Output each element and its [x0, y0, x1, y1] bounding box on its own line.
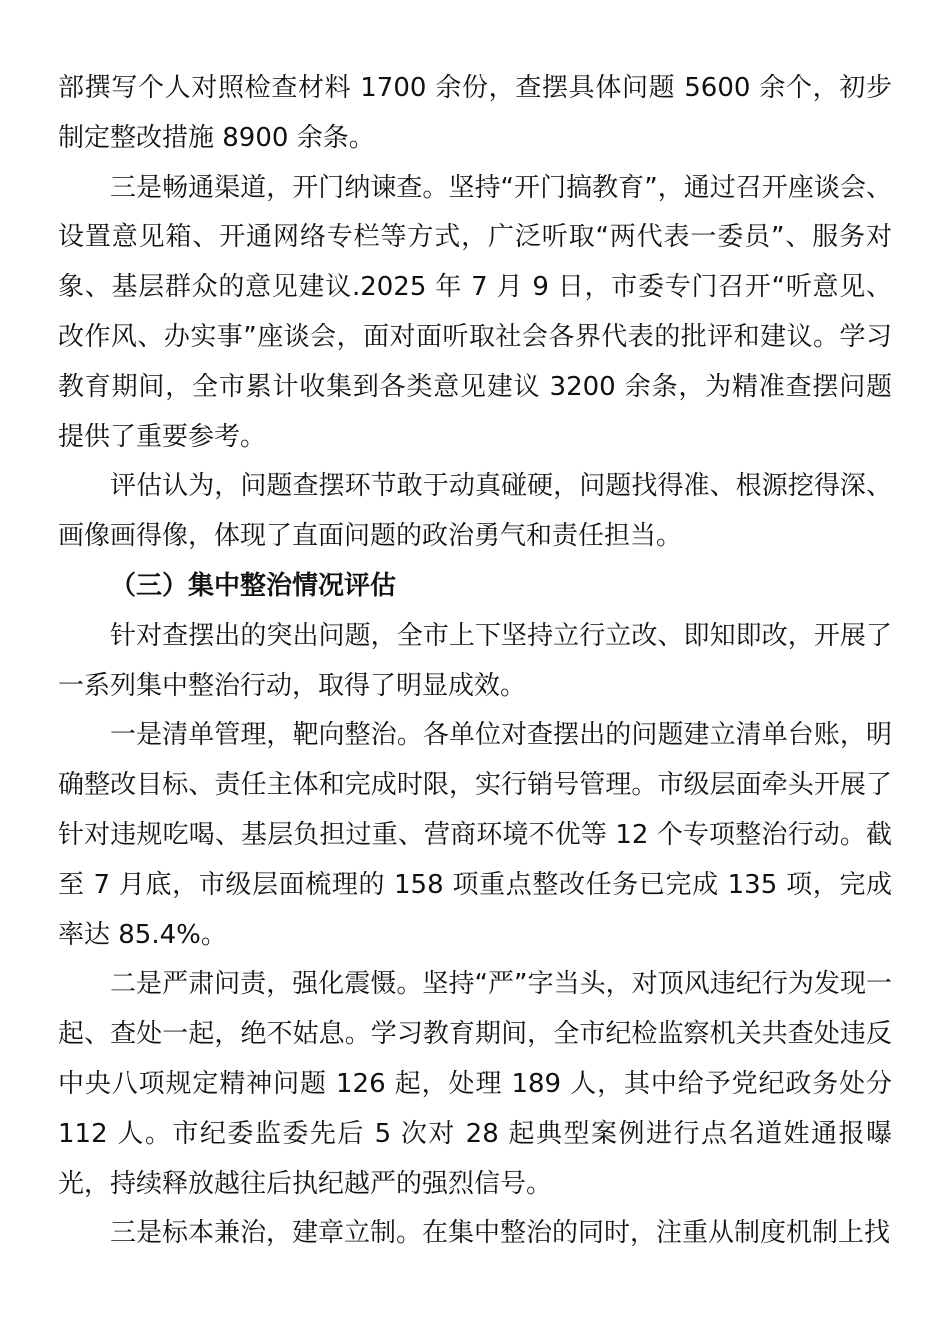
paragraph-accountability: 二是严肃问责，强化震慑。坚持“严”字当头，对顶风违纪行为发现一起、查处一起，绝不姑息。学习教育期间，全市纪检监察机关共查处违反中央八项规定精神问题 126 起，处理 189 人，其中给予党纪政务处分 112 人。市纪委监委先后 5 次对 28 起典型案例进行点名道姓通报曝光，持续释放越往后执纪越严的强烈信号。 — [58, 969, 892, 1199]
paragraph-rectification-intro: 针对查摆出的突出问题，全市上下坚持立行立改、即知即改，开展了一系列集中整治行动，取得了明显成效。 — [58, 620, 892, 701]
paragraph-list-management: 一是清单管理，靶向整治。各单位对查摆出的问题建立清单台账，明确整改目标、责任主体和完成时限，实行销号管理。市级层面牵头开展了针对违规吃喝、基层负担过重、营商环境不优等 12 个专项整治行动。截至 7 月底，市级层面梳理的 158 项重点整改任务已完成 135 项，完成率达 85.4%。 — [58, 720, 892, 950]
paragraph-institution-building: 三是标本兼治，建章立制。在集中整治的同时，注重从制度机制上找 — [110, 1218, 891, 1249]
section-heading: （三）集中整治情况评估 — [110, 570, 397, 601]
paragraph-assessment-conclusion: 评估认为，问题查摆环节敢于动真碰硬，问题找得准、根源挖得深、画像画得像，体现了直面问题的政治勇气和责任担当。 — [58, 471, 892, 552]
document-page — [58, 64, 892, 1259]
paragraph-continuation: 部撰写个人对照检查材料 1700 余份，查摆具体问题 5600 余个，初步制定整改措施 8900 余条。 — [58, 73, 892, 153]
paragraph-open-channels: 三是畅通渠道，开门纳谏查。坚持“开门搞教育”，通过召开座谈会、设置意见箱、开通网络专栏等方式，广泛听取“两代表一委员”、服务对象、基层群众的意见建议.2025 年 7 月 9 日，市委专门召开“听意见、改作风、办实事”座谈会，面对面听取社会各界代表的批评和建议。学习教育期间，全市累计收集到各类意见建议 3200 余条，为精准查摆问题提供了重要参考。 — [58, 172, 892, 452]
